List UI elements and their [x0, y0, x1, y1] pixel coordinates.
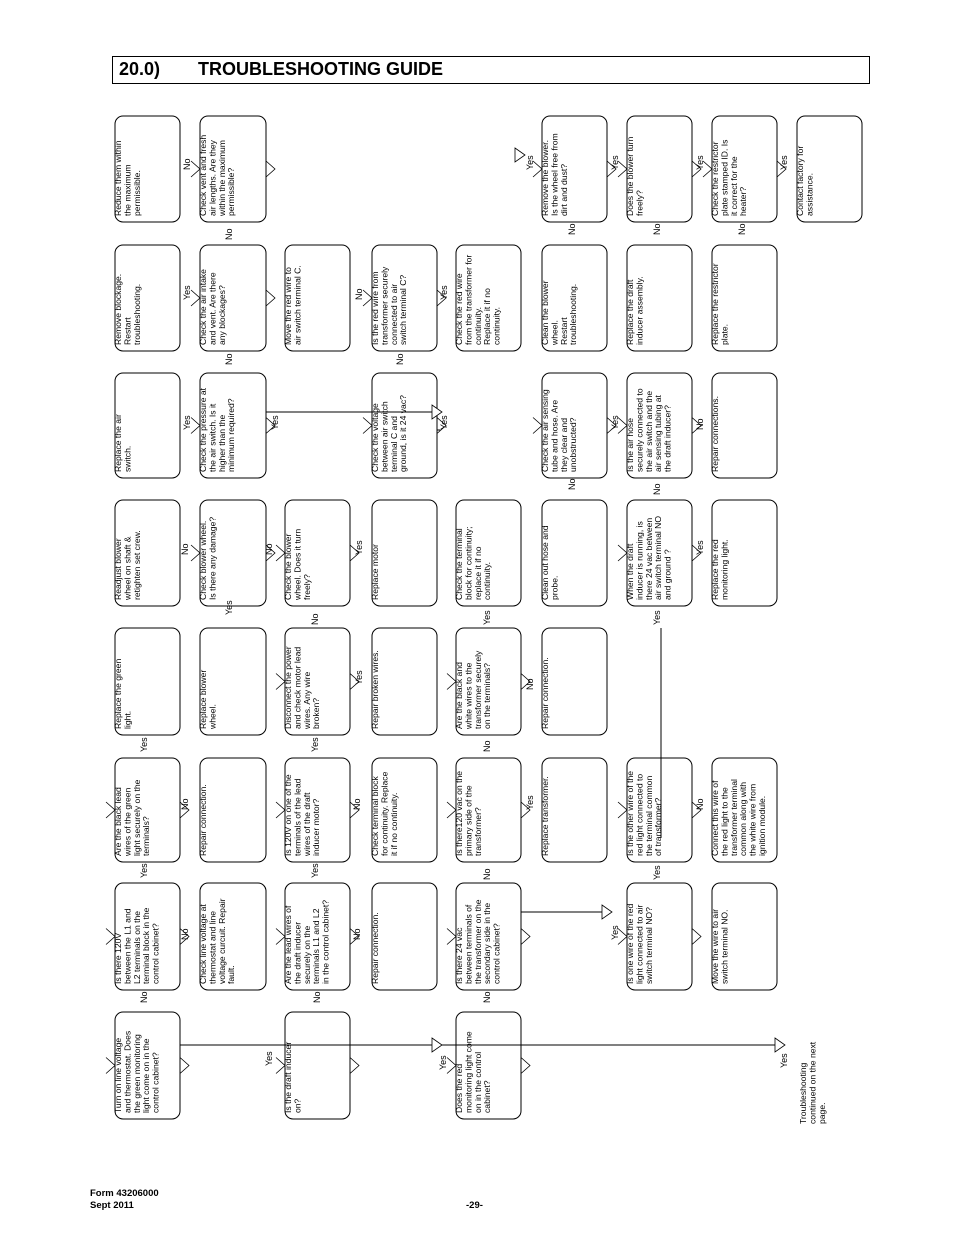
flow-text-c2r8 — [710, 909, 729, 984]
flow-line: red light connected to — [634, 773, 645, 856]
label-no-38: No — [695, 418, 705, 430]
flow-line: within the maximum — [216, 140, 227, 216]
flow-line: Is one wire of the red — [625, 903, 635, 984]
flow-line: Repair broken wires. — [370, 650, 380, 729]
flow-line: Check the red wire — [454, 273, 464, 345]
flow-text-c3r6 — [540, 776, 550, 856]
flow-box-c4r4 — [372, 628, 437, 735]
flow-line: on? — [292, 1098, 303, 1113]
flow-line: the air switch. Is it — [207, 403, 218, 472]
flow-line: light. — [122, 710, 133, 729]
flow-line: terminals? — [141, 816, 152, 856]
flow-line: Repair connection. — [198, 784, 208, 856]
flow-line: from the transformer for — [463, 254, 474, 345]
label-yes-37: Yes — [610, 415, 620, 430]
flow-line: air switch terminal C. — [292, 265, 303, 345]
label-yes-39: Yes — [182, 285, 192, 300]
flow-line: wheel. — [549, 320, 560, 345]
flow-line: permissible? — [226, 167, 237, 216]
label-yes-22: Yes — [482, 610, 492, 625]
flow-line: wheel. — [207, 704, 218, 729]
label-yes-41: Yes — [439, 285, 449, 300]
flow-line: control cabinet? — [150, 1052, 161, 1113]
flow-line: Repair connection. — [540, 657, 550, 729]
flow-line: plate. — [719, 323, 730, 345]
flow-text-c7r4 — [370, 266, 408, 345]
flow-text-c5r8 — [710, 539, 729, 600]
flow-text-c5r4 — [370, 544, 380, 600]
flow-line: of transformer? — [653, 797, 664, 856]
flow-line: for continuity. Replace — [379, 771, 390, 856]
flow-line: connected to air — [388, 283, 399, 345]
label-yes-12: Yes — [652, 865, 662, 880]
footer-form-number: Form 43206000 — [90, 1188, 159, 1199]
flow-line: the red light to the — [719, 787, 730, 856]
flow-line: the air switch and the — [643, 390, 654, 472]
flow-line: wires of the draft — [301, 792, 312, 856]
flow-line: continuity. — [491, 306, 502, 345]
label-no-45: No — [737, 223, 747, 235]
flow-line: Is there120 vac on the — [454, 770, 464, 856]
flow-line: inducer motor? — [311, 798, 322, 856]
label-no-23: No — [525, 678, 535, 690]
flow-line: in the control cabinet? — [320, 899, 331, 984]
flow-line: transformer? — [472, 807, 483, 856]
label-no-17: No — [482, 740, 492, 752]
flow-line: Does the blower turn — [625, 136, 635, 216]
flow-line: replace it if no — [472, 546, 483, 600]
label-no-4: No — [312, 991, 322, 1003]
flow-line: assistance. — [804, 173, 815, 216]
flow-line: terminal C and — [388, 416, 399, 472]
arrow-head-0 — [775, 1038, 785, 1052]
label-yes-32: Yes — [270, 415, 280, 430]
flow-box-c3r2 — [200, 758, 266, 862]
label-no-46: No — [182, 158, 192, 170]
flow-line: monitoring light come — [463, 1031, 474, 1113]
flow-line: Troubleshooting — [798, 1062, 808, 1124]
arrow-head-4 — [515, 148, 525, 162]
label-no-26: No — [180, 543, 190, 555]
arrow-head-2 — [602, 905, 612, 919]
flow-line: the white wire from — [747, 783, 758, 856]
label-no-10: No — [482, 868, 492, 880]
flow-line: unobstructed? — [568, 417, 579, 472]
flow-line: securely connected to — [634, 388, 645, 472]
flow-line: the terminal common — [643, 775, 654, 856]
section-number: 20.0) — [119, 59, 161, 79]
flow-line: Check blower wheel. — [198, 520, 208, 600]
flow-line: Are the black and — [454, 662, 464, 729]
label-yes-15: Yes — [310, 737, 320, 752]
flow-line: Check the air sensing — [540, 389, 550, 472]
flow-line: continuity. — [482, 561, 493, 600]
label-yes-1: Yes — [438, 1055, 448, 1070]
flow-line: Is the other wire of the — [625, 770, 635, 856]
label-yes-35: Yes — [439, 415, 449, 430]
label-yes-47: Yes — [525, 155, 535, 170]
flow-line: Check the restrictor — [710, 141, 720, 216]
section-title: TROUBLESHOOTING GUIDE — [198, 59, 444, 79]
label-yes-11: Yes — [610, 925, 620, 940]
label-no-3: No — [139, 991, 149, 1003]
flow-line: any blockages? — [216, 285, 227, 345]
flow-line: inducer is running, is — [634, 521, 645, 600]
flow-line: plate stamped ID. Is — [719, 139, 730, 216]
flow-line: Is the draft inducer — [283, 1041, 293, 1113]
flow-line: Replace motor — [370, 544, 380, 600]
flow-line: there 24 vac between — [643, 517, 654, 600]
flow-line: thermostat and line — [207, 910, 218, 984]
flow-line: control cabinet? — [150, 923, 161, 984]
flow-line: L2 terminals on the — [131, 910, 142, 984]
flow-line: Disconnect the power — [283, 646, 293, 729]
flow-line: Clean the blower — [540, 280, 550, 345]
flow-line: common along with — [738, 781, 749, 856]
flow-line: switch terminal NO? — [643, 907, 654, 984]
flow-text-c7r7 — [625, 276, 644, 345]
flow-line: Contact factory for — [795, 145, 805, 216]
label-no-36: No — [567, 478, 577, 490]
flow-line: air sensing tubing at — [653, 395, 664, 472]
flow-text-c2r7 — [625, 904, 654, 984]
flow-line: the transformer on the — [472, 899, 483, 984]
flow-line: it correct for the — [728, 156, 739, 216]
flow-line: transformer securely — [472, 650, 483, 729]
label-yes-8: Yes — [310, 863, 320, 878]
flow-line: terminals L1 and L2 — [311, 908, 322, 984]
flow-text-c7r3 — [283, 265, 302, 345]
label-yes-31: Yes — [182, 415, 192, 430]
flow-line: Check line voltage at — [198, 904, 208, 984]
flow-line: the maximum — [122, 164, 133, 216]
flow-line: cabinet? — [482, 1080, 493, 1113]
label-no-14: No — [180, 798, 190, 810]
label-yes-25: Yes — [224, 600, 234, 615]
label-yes-6: Yes — [139, 863, 149, 878]
flow-line: Is the air hose — [625, 418, 635, 472]
flow-line: Is the wheel free from — [549, 133, 560, 216]
flow-line: air lengths. Are they — [207, 140, 218, 216]
flow-line: dirt and dust? — [558, 163, 569, 216]
flow-line: switch terminal NO. — [719, 909, 730, 984]
flow-line: terminal block in the — [141, 907, 152, 984]
flow-line: Connect this wire of — [710, 780, 720, 856]
label-no-7: No — [180, 928, 190, 940]
flow-line: tube and hose. Are — [549, 399, 560, 472]
flow-line: and thermostat. Does — [122, 1030, 133, 1113]
flow-line: Is the red wire from — [370, 271, 380, 345]
flow-line: permissible. — [131, 170, 142, 216]
label-no-42: No — [224, 228, 234, 240]
flow-line: Replace the draft — [625, 279, 635, 345]
flow-line: continuity. — [472, 306, 483, 345]
flow-line: continued on the next — [807, 1041, 818, 1124]
flow-line: Remove blockage. — [113, 273, 123, 345]
flow-line: Is 120V on one of the — [283, 774, 293, 856]
flow-line: and ground ? — [662, 549, 673, 600]
flow-line: retighten set crew. — [131, 530, 142, 600]
flow-line: wires of the green — [122, 787, 133, 856]
flow-line: between the L1 and — [122, 908, 133, 984]
label-no-33: No — [224, 353, 234, 365]
flow-line: on the terminals? — [482, 663, 493, 729]
flow-line: Replace the air — [113, 414, 123, 472]
flow-line: they clear and — [558, 418, 569, 472]
flow-text-c5r2 — [198, 517, 217, 600]
label-yes-49: Yes — [695, 155, 705, 170]
flow-line: wires. Any wire — [301, 671, 312, 729]
flow-line: fault. — [226, 965, 237, 984]
flow-line: secondary side in the — [482, 902, 493, 984]
label-yes-30: Yes — [695, 540, 705, 555]
flow-text-c2r4 — [370, 912, 380, 984]
label-no-29: No — [652, 483, 662, 495]
flow-line: Reduce them within — [113, 140, 123, 216]
flow-line: block for continuity; — [463, 526, 474, 600]
label-no-19: No — [695, 798, 705, 810]
flow-line: light securely on the — [131, 779, 142, 856]
flow-line: white wires to the — [463, 662, 474, 729]
flow-line: Turn on line voltage — [113, 1037, 123, 1113]
flow-line: switch. — [122, 445, 133, 472]
label-no-34: No — [395, 353, 405, 365]
label-yes-48: Yes — [610, 155, 620, 170]
flow-line: inducer assembly. — [634, 276, 645, 345]
flow-box-c2r4 — [372, 883, 437, 990]
flow-line: Does the red — [454, 1063, 464, 1113]
flow-line: Repair connection. — [370, 912, 380, 984]
flow-line: Check vent and fresh — [198, 134, 208, 216]
flow-line: terminals of the lead — [292, 778, 303, 856]
flow-box-c6r8 — [712, 373, 777, 478]
flow-line: probe. — [549, 575, 560, 600]
flow-line: transformer terminal — [728, 779, 739, 856]
flow-line: and check motor lead — [292, 646, 303, 729]
flow-line: between terminals of — [463, 904, 474, 984]
footer-page-number: -29- — [466, 1200, 483, 1211]
flow-text-c4r6 — [540, 657, 550, 729]
flow-line: ignition module. — [757, 795, 767, 856]
flow-line: the draft inducer? — [662, 405, 673, 472]
flow-line: between air switch — [379, 401, 390, 472]
flow-text-next — [798, 1041, 827, 1124]
arrow-head-1 — [432, 1038, 442, 1052]
flow-line: broken? — [311, 697, 322, 729]
flow-line: Replace the restrictor — [710, 263, 720, 345]
flow-line: Readjust blower — [113, 538, 123, 600]
flow-line: Is there 24 vac — [454, 927, 464, 984]
flow-line: the green monitoring — [131, 1034, 142, 1113]
label-yes-13: Yes — [139, 737, 149, 752]
flow-line: light come on in the — [141, 1038, 152, 1113]
flow-line: Check the voltage — [370, 403, 380, 472]
flow-box-c5r4 — [372, 500, 437, 606]
flow-line: Move the red wire to — [283, 267, 293, 345]
label-yes-20: Yes — [354, 670, 364, 685]
flow-line: page. — [816, 1102, 827, 1124]
flow-line: Replace the red — [710, 539, 720, 600]
flow-line: troubleshooting. — [131, 283, 142, 345]
flow-line: switch terminal C? — [398, 274, 409, 345]
flow-line: Remove the blower. — [540, 140, 550, 216]
flow-line: monitoring light. — [719, 539, 730, 600]
flow-text-c6r8 — [710, 396, 720, 472]
flow-line: securely on the — [301, 925, 312, 984]
label-no-9: No — [352, 928, 362, 940]
flow-line: Are the lead wires of — [283, 905, 293, 984]
flow-text-c5r1 — [113, 530, 142, 601]
flow-line: When the draft — [625, 543, 635, 600]
flow-line: Move the wire to air — [710, 909, 720, 984]
flow-box-c4r6 — [542, 628, 607, 735]
flow-line: freely? — [301, 574, 312, 600]
flow-line: Are the black lead — [113, 787, 123, 856]
label-yes-18: Yes — [525, 795, 535, 810]
label-yes-28: Yes — [354, 540, 364, 555]
flow-line: and vent. Are there — [207, 272, 218, 345]
flow-line: voltage curcuit. Repair — [216, 898, 227, 984]
footer-date: Sept 2011 — [90, 1200, 134, 1211]
flow-line: minimum required? — [226, 398, 237, 472]
flow-line: Restart — [122, 317, 133, 345]
label-no-44: No — [652, 223, 662, 235]
flow-line: it if no continuity. — [388, 792, 399, 856]
flow-text-c4r4 — [370, 650, 380, 729]
flow-line: higher than the — [216, 414, 227, 472]
flow-line: Replace blower — [198, 669, 208, 729]
flow-line: control cabinet? — [491, 923, 502, 984]
label-no-27: No — [264, 543, 274, 555]
label-yes-0: Yes — [264, 1051, 274, 1066]
label-yes-2: Yes — [779, 1053, 789, 1068]
flow-line: Check terminal block — [370, 776, 380, 856]
label-yes-50: Yes — [779, 155, 789, 170]
flow-line: Restart — [558, 317, 569, 345]
flow-line: Check the blower — [283, 533, 293, 600]
flow-line: light connected to air — [634, 904, 645, 984]
flow-line: Check the pressure at — [198, 387, 208, 472]
flow-line: troubleshooting. — [568, 283, 579, 345]
flow-line: wheel on shaft & — [122, 536, 133, 600]
flow-line: transformer securely — [379, 266, 390, 345]
flow-line: Check the terminal — [454, 528, 464, 600]
flow-line: Is there any damage? — [207, 516, 218, 600]
flow-text-c3r2 — [198, 784, 208, 856]
flow-box-c3r6 — [542, 758, 607, 862]
flow-line: Check the air intake — [198, 269, 208, 345]
flow-line: air switch terminal NO — [653, 515, 664, 600]
flow-line: primary side of the — [463, 785, 474, 856]
flow-line: Replace it if no — [482, 288, 493, 345]
flow-line: heater? — [738, 186, 749, 216]
flow-line: ground, is it 24 vac? — [398, 395, 409, 472]
flow-line: the draft inducer — [292, 921, 303, 984]
label-no-16: No — [352, 798, 362, 810]
flow-line: wheel. Does it turn — [292, 528, 303, 600]
flow-line: on in the control — [472, 1051, 483, 1113]
flow-line: Replace the green — [113, 658, 123, 729]
flow-line: Replace transformer. — [540, 776, 550, 856]
label-no-40: No — [354, 288, 364, 300]
label-no-21: No — [310, 613, 320, 625]
flow-text-c6r4 — [370, 395, 408, 472]
flow-line: Clean out hose and — [540, 525, 550, 600]
flow-line: Repair connections. — [710, 396, 720, 472]
label-no-43: No — [567, 223, 577, 235]
flow-line: freely? — [634, 190, 645, 216]
flow-line: Is there 120V — [113, 932, 123, 984]
label-no-5: No — [482, 991, 492, 1003]
label-yes-24: Yes — [652, 610, 662, 625]
